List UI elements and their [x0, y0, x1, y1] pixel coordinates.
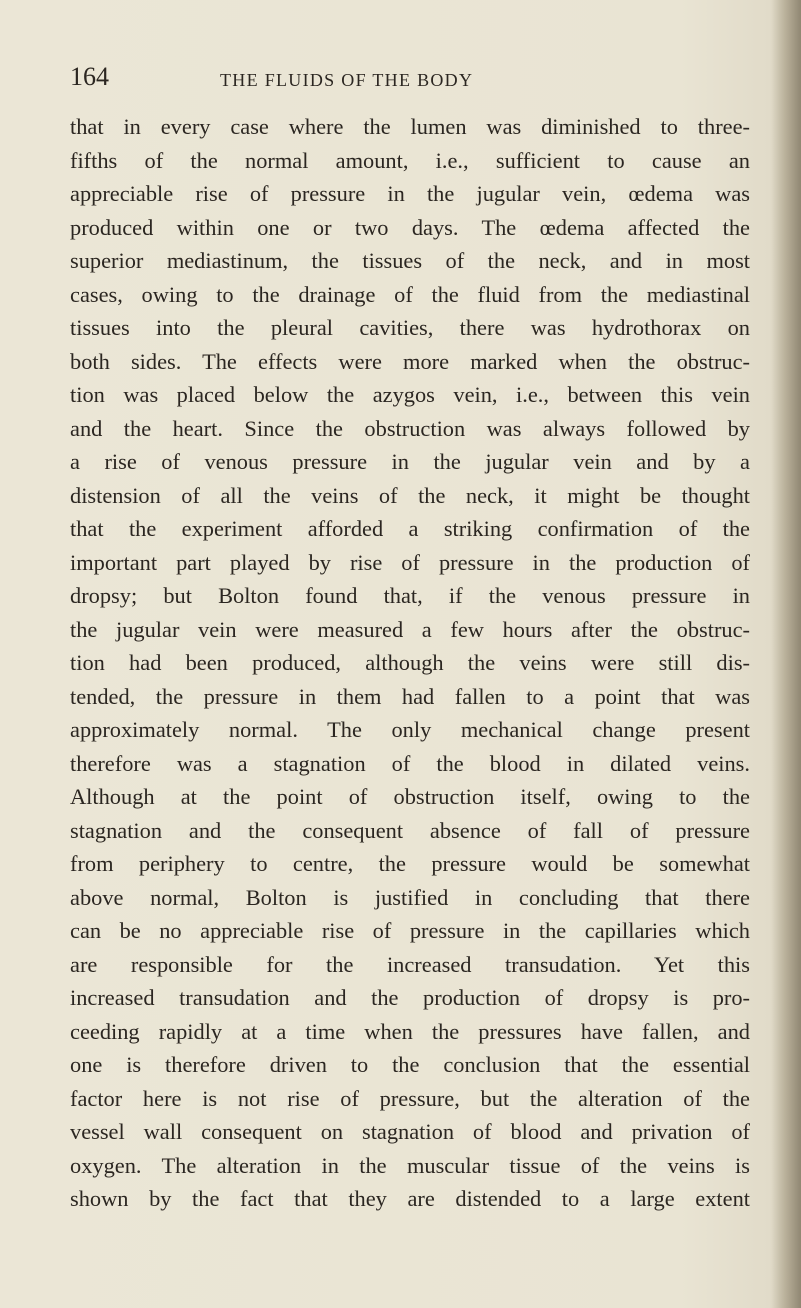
text-line: therefore was a stagnation of the blood in dilated veins.: [70, 750, 750, 776]
running-title: THE FLUIDS OF THE BODY: [220, 70, 474, 90]
text-line: fifths of the normal amount, i.e., sufficient to cause an: [70, 147, 750, 173]
page-edge-shadow: [771, 0, 801, 1308]
text-line: tended, the pressure in them had fallen to a point that was: [70, 683, 750, 709]
text-line: tissues into the pleural cavities, there was hydrothorax on: [70, 315, 750, 340]
text-line: stagnation and the consequent absence of fall of pressure: [70, 817, 750, 843]
text-line: increased transudation and the production of dropsy is pro-: [70, 985, 750, 1010]
text-line: are responsible for the increased transudation. Yet this: [70, 951, 750, 977]
text-line: vessel wall consequent on stagnation of blood and privation of: [70, 1119, 750, 1144]
text-line: important part played by rise of pressure in the production of: [70, 549, 750, 575]
text-line: and the heart. Since the obstruction was always followed by: [70, 415, 750, 441]
text-line: above normal, Bolton is justified in concluding that there: [70, 884, 750, 910]
text-line: from periphery to centre, the pressure would be somewhat: [70, 851, 750, 876]
text-line: approximately normal. The only mechanical change present: [70, 717, 750, 742]
text-line: tion had been produced, although the veins were still dis-: [70, 650, 750, 675]
text-line: superior mediastinum, the tissues of the neck, and in most: [70, 248, 750, 273]
text-line: shown by the fact that they are distended to a large extent: [70, 1186, 750, 1211]
text-line: dropsy; but Bolton found that, if the venous pressure in: [70, 583, 750, 608]
text-line: both sides. The effects were more marked when the obstruc-: [70, 348, 750, 374]
text-line: oxygen. The alteration in the muscular tissue of the veins is: [70, 1152, 750, 1178]
text-line: one is therefore driven to the conclusion that the essential: [70, 1052, 750, 1077]
text-line: tion was placed below the azygos vein, i.e., between this vein: [70, 382, 750, 407]
text-line: produced within one or two days. The œdema affected the: [70, 214, 750, 240]
text-line: the jugular vein were measured a few hours after the obstruc-: [70, 616, 750, 642]
text-line: distension of all the veins of the neck, it might be thought: [70, 482, 750, 508]
body-text: [70, 110, 750, 1216]
text-line: cases, owing to the drainage of the fluid from the mediastinal: [70, 281, 750, 307]
text-line: that the experiment afforded a striking confirmation of the: [70, 516, 750, 541]
page-number: 164: [70, 62, 109, 91]
text-line: that in every case where the lumen was diminished to three-: [70, 114, 750, 139]
text-line: ceeding rapidly at a time when the pressures have fallen, and: [70, 1018, 750, 1044]
text-line: factor here is not rise of pressure, but the alteration of the: [70, 1085, 750, 1111]
text-line: a rise of venous pressure in the jugular vein and by a: [70, 449, 750, 474]
text-line: appreciable rise of pressure in the jugular vein, œdema was: [70, 181, 750, 206]
page-header: [70, 62, 730, 92]
text-line: can be no appreciable rise of pressure in the capillaries which: [70, 918, 750, 943]
text-line: Although at the point of obstruction itself, owing to the: [70, 784, 750, 809]
